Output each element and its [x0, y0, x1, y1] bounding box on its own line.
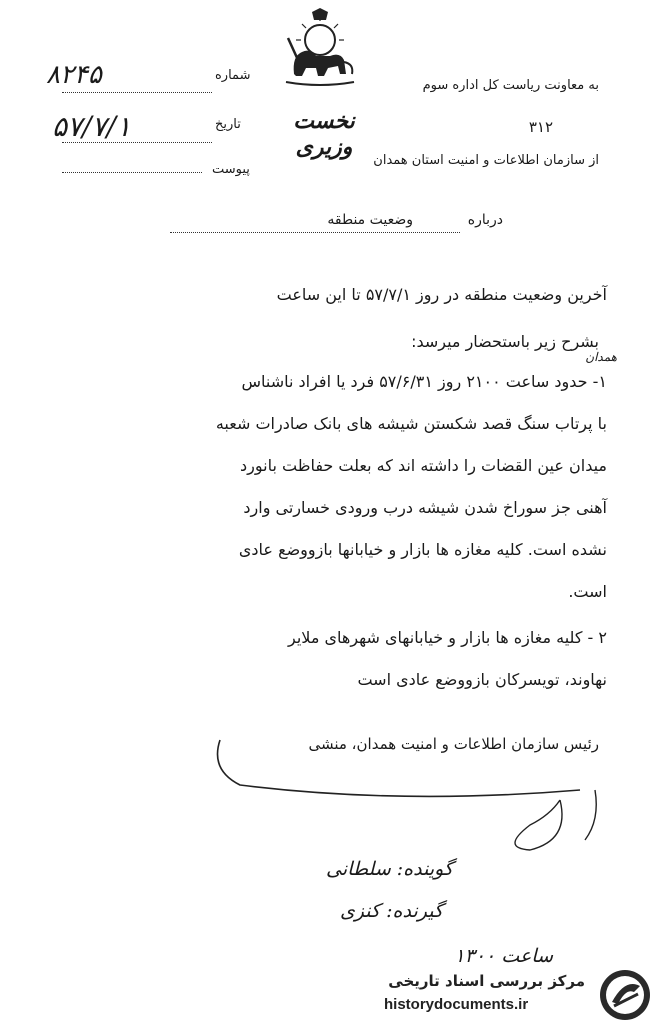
- reference-code: ۳۱۲: [528, 118, 553, 136]
- lion-and-sun-emblem: [280, 8, 360, 90]
- recipient-line: به معاونت ریاست کل اداره سوم: [422, 78, 599, 93]
- body-line-5: میدان عین القضات را داشته اند که بعلت حفاظت بانورد: [240, 456, 607, 475]
- attachment-label: پیوست: [212, 162, 250, 177]
- body-line-6: آهنی جز سوراخ شدن شیشه درب ورودی خسارتی وارد: [243, 498, 607, 517]
- closing-signature-line: رئیس سازمان اطلاعات و امنیت همدان، منشی: [308, 735, 599, 753]
- body-line-7: نشده است. کلیه مغازه ها بازار و خیابانها بازووضع عادی: [238, 540, 607, 559]
- date-label: تاریخ: [215, 117, 241, 132]
- handwritten-city-note: همدان: [585, 350, 617, 364]
- number-dotted-line: [62, 92, 212, 93]
- number-value: ۸۲۴۵: [46, 60, 102, 90]
- body-line-3: ۱- حدود ساعت ۲۱۰۰ روز ۵۷/۶/۳۱ فرد یا افراد ناشناس: [241, 372, 607, 391]
- date-dotted-line: [62, 142, 212, 143]
- signature-scribble: [200, 730, 620, 860]
- body-line-2: بشرح زیر باستحضار میرسد:: [411, 332, 599, 351]
- archive-watermark-title: مرکز بررسی اسناد تاریخی: [388, 972, 585, 990]
- handwritten-time: ساعت ۱۳۰۰: [454, 945, 553, 967]
- archive-logo-icon: [598, 968, 652, 1022]
- attachment-dotted-line: [62, 172, 202, 173]
- handwritten-receiver: گیرنده: کنزی: [339, 900, 443, 922]
- subject-dotted-line: [170, 232, 460, 233]
- subject-value: وضعیت منطقه: [327, 212, 413, 228]
- number-label: شماره: [215, 68, 251, 83]
- body-line-9: ۲ - کلیه مغازه ها بازار و خیابانهای شهرهای ملایر: [288, 628, 607, 647]
- subject-label: درباره: [467, 212, 503, 228]
- body-line-1: آخرین وضعیت منطقه در روز ۵۷/۷/۱ تا این ساعت: [276, 285, 607, 304]
- body-line-8: است.: [568, 582, 607, 601]
- ministry-title: نخست وزیری: [293, 108, 355, 160]
- sender-line: از سازمان اطلاعات و امنیت استان همدان: [373, 153, 599, 168]
- body-line-4: با پرتاب سنگ قصد شکستن شیشه های بانک صادرات شعبه: [215, 414, 607, 433]
- archive-watermark-url: historydocuments.ir: [384, 996, 529, 1013]
- handwritten-speaker: گوینده: سلطانی: [326, 858, 453, 880]
- date-value: ۵۷/۷/۱: [52, 110, 132, 143]
- body-line-10: نهاوند، تویسرکان بازووضع عادی است: [357, 670, 607, 689]
